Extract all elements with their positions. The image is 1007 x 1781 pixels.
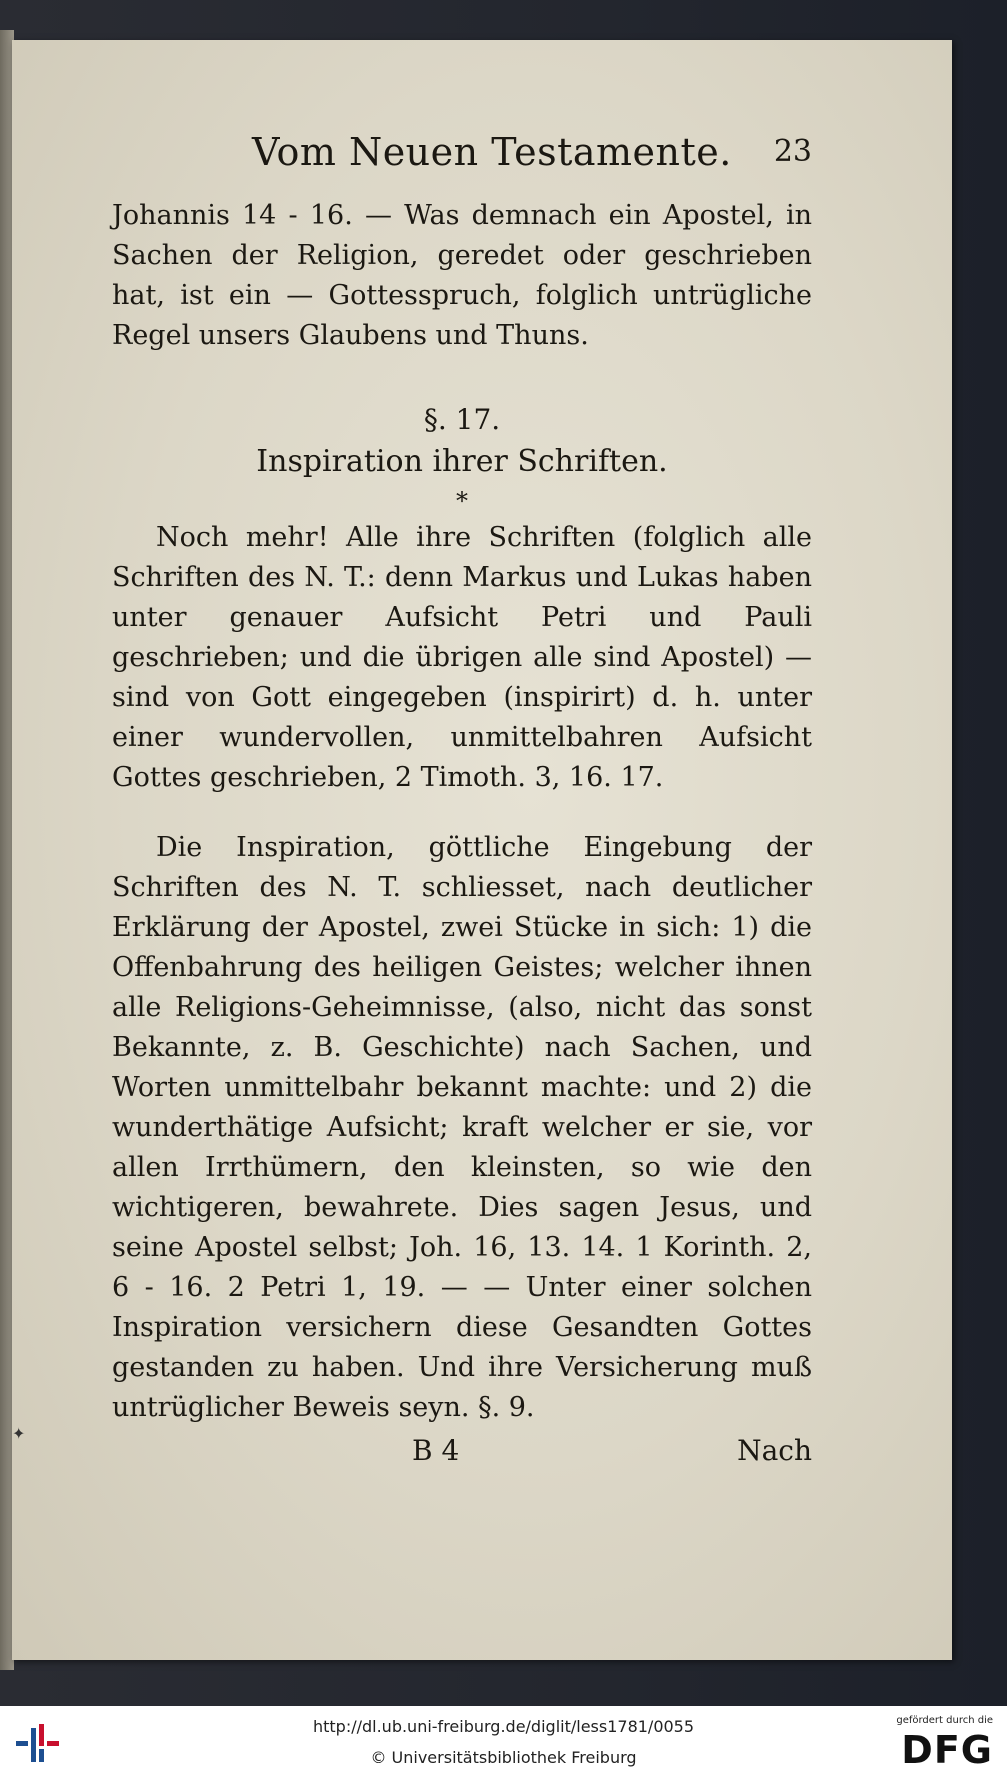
paragraph-1: Noch mehr! Alle ihre Schriften (folglich alle Schriften des N. T.: denn Markus und Lukas haben unter genauer Aufsicht Petri und Pauli geschrieben; und die übrigen alle sind Apostel) — sind von Gott eingegeben (inspirirt) d. h. unter einer wundervollen, unmittelbahren Aufsicht Gottes geschrieben, 2 Timoth. 3, 16. 17. [112,522,812,793]
binding-mark-icon: ✦ [12,1424,26,1443]
permalink[interactable]: http://dl.ub.uni-freiburg.de/diglit/less1781/0055 [312,1717,695,1736]
continuation-paragraph: Johannis 14 - 16. — Was demnach ein Apostel, in Sachen der Religion, geredet oder geschrieben hat, ist ein — Gottesspruch, folglich untrügliche Regel unsers Glaubens und Thuns. [112,200,812,351]
copyright-notice: © Universitätsbibliothek Freiburg [370,1748,637,1767]
dfg-logo: DFG [901,1728,993,1772]
paragraph-2: Die Inspiration, göttliche Eingebung der Schriften des N. T. schliesset, nach deutlicher Erklärung der Apostel, zwei Stücke in sich: 1) die Offenbahrung des heiligen Geistes; welcher ihnen alle Religions-Geheimnisse, (also, nicht das sonst Bekannte, z. B. Geschichte) nach Sachen, und Worten unmittelbahr bekannt machte: und 2) die wunderthätige Aufsicht; kraft welcher er sie, vor allen Irrthümern, den kleinsten, so wie den wichtigeren, bewahrete. Dies sagen Jesus, und seine Apostel selbst; Joh. 16, 13. 14. 1 Korinth. 2, 6 - 16. 2 Petri 1, 19. — — Unter einer solchen Inspiration versichern diese Gesandten Gottes gestanden zu haben. Und ihre Versicherung muß untrüglicher Beweis seyn. §. 9. [112,832,812,1423]
section-number: §. 17. [423,403,501,436]
paragraph-gap [112,798,812,828]
page-content [112,130,812,1478]
running-head [112,130,812,190]
book-page [12,40,952,1660]
running-title: Vom Neuen Testamente. [252,130,732,174]
catchword: Nach [737,1434,812,1467]
funding-caption: gefördert durch die [896,1715,993,1726]
page-footer [112,1434,812,1478]
section-title: Inspiration ihrer Schriften. [256,444,668,479]
footer-banner [0,1706,1007,1781]
asterisk-ornament: * [456,487,468,515]
signature-mark: B 4 [412,1434,460,1467]
page-number: 23 [773,134,812,169]
